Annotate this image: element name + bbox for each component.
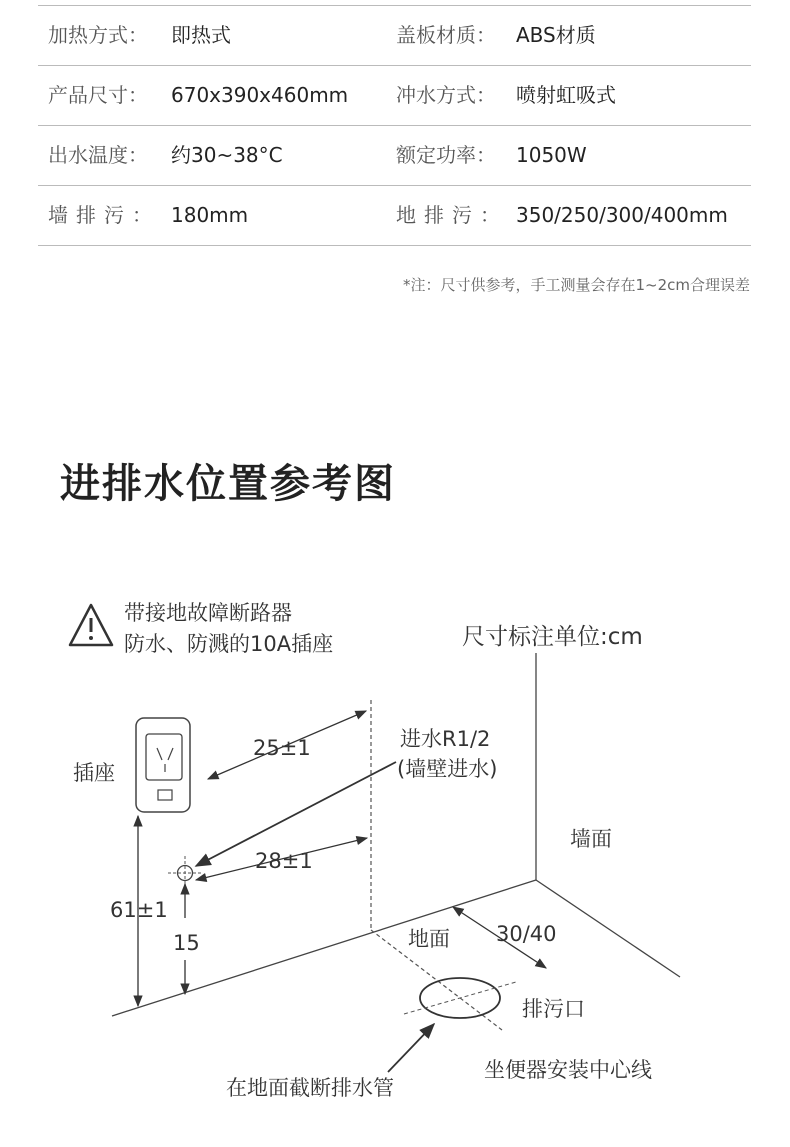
dim-socket-offset: 25±1 <box>253 736 311 760</box>
spec-label: 加热方式： <box>48 23 148 47</box>
spec-value: 即热式 <box>171 23 231 47</box>
spec-label: 出水温度： <box>48 143 148 167</box>
warning-line-2: 防水、防溅的10A插座 <box>124 632 334 656</box>
spec-value: ABS材质 <box>516 23 596 47</box>
floor-depth-line <box>536 880 680 977</box>
section-title: 进排水位置参考图 <box>60 461 396 507</box>
warning-line-1: 带接地故障断路器 <box>124 601 292 625</box>
spec-label: 墙排污： <box>48 203 160 227</box>
wall-label: 墙面 <box>570 827 612 851</box>
dim-drain-offset: 30/40 <box>496 922 557 946</box>
measurement-note: *注：尺寸供参考，手工测量会存在1~2cm合理误差 <box>402 276 750 294</box>
spec-label: 冲水方式： <box>396 83 496 107</box>
socket-label: 插座 <box>73 761 115 785</box>
dim-socket-height: 61±1 <box>110 898 168 922</box>
cut-pipe-label: 在地面截断排水管 <box>226 1076 394 1100</box>
spec-value: 180mm <box>171 203 249 227</box>
socket-icon <box>136 718 190 812</box>
inlet-label-line-1: 进水R1/2 <box>400 727 491 751</box>
unit-note: 尺寸标注单位:cm <box>462 624 643 650</box>
spec-value: 1050W <box>516 143 587 167</box>
drain-label: 排污口 <box>522 997 585 1021</box>
warning-icon <box>70 605 112 645</box>
spec-value: 350/250/300/400mm <box>516 203 728 227</box>
spec-value: 喷射虹吸式 <box>516 83 616 107</box>
dim-inlet-height: 15 <box>173 931 200 955</box>
centerline-label: 坐便器安装中心线 <box>484 1058 652 1082</box>
spec-value: 约30~38°C <box>171 143 283 167</box>
spec-label: 盖板材质： <box>396 23 496 47</box>
spec-label: 地排污： <box>396 203 508 227</box>
drain-outlet-icon <box>404 978 516 1018</box>
spec-value: 670x390x460mm <box>171 83 349 107</box>
floor-label: 地面 <box>408 927 450 951</box>
dim-inlet-offset: 28±1 <box>255 849 313 873</box>
inlet-label-line-2: (墙壁进水) <box>397 757 498 781</box>
spec-label: 产品尺寸： <box>48 83 148 107</box>
spec-label: 额定功率： <box>396 143 496 167</box>
